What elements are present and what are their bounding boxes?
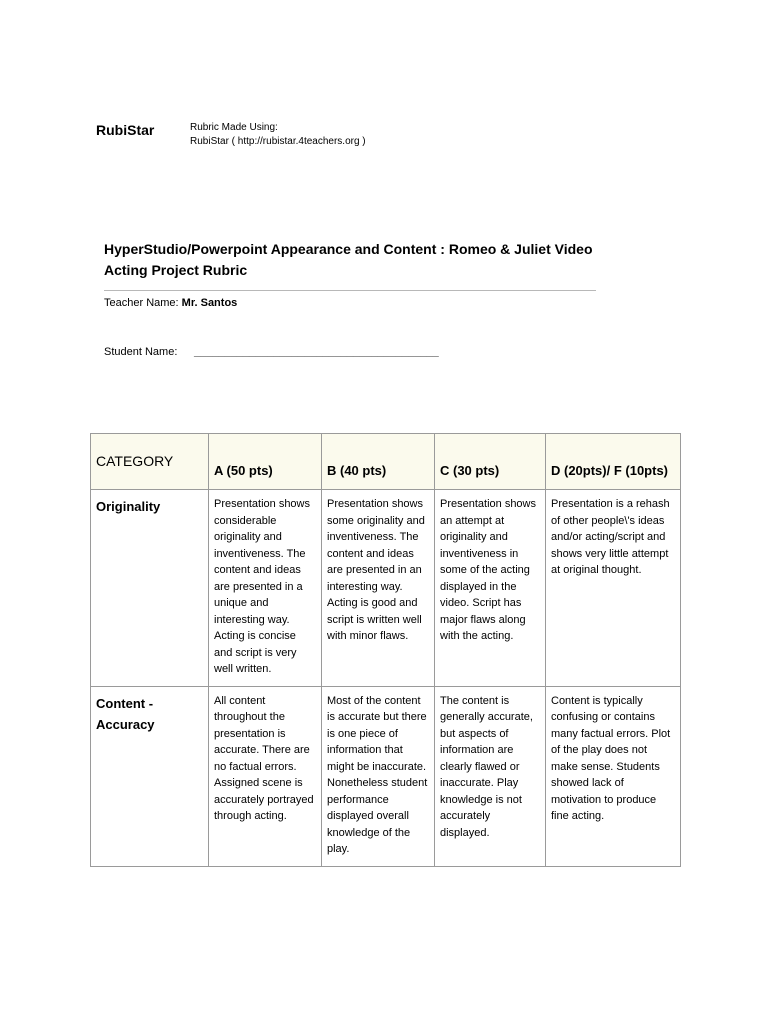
- column-header-c: C (30 pts): [435, 434, 546, 490]
- table-row: [91, 686, 681, 866]
- table-cell: Presentation is a rehash of other people\'s ideas and/or acting/script and shows very little attempt at original thought.: [546, 490, 681, 687]
- table-cell: The content is generally accurate, but aspects of information are clearly flawed or inaccurate. Play knowledge is not accurately displayed.: [435, 686, 546, 866]
- table-cell: Most of the content is accurate but there is one piece of information that might be inaccurate. Nonetheless student performance displayed overall knowledge of the play.: [322, 686, 435, 866]
- table-cell: All content throughout the presentation is accurate. There are no factual errors. Assigned scene is accurately portrayed through acting.: [209, 686, 322, 866]
- made-using-line-1: Rubric Made Using:: [190, 122, 278, 133]
- table-header-row: [91, 434, 681, 490]
- rubric-title: HyperStudio/Powerpoint Appearance and Content : Romeo & Juliet Video Acting Project Rubric: [104, 241, 593, 278]
- table-row: [91, 490, 681, 687]
- column-header-a: A (50 pts): [209, 434, 322, 490]
- column-header-category: CATEGORY: [91, 434, 209, 490]
- made-using-note: [190, 121, 366, 149]
- student-name-blank: ________________________________________: [194, 346, 439, 358]
- table-cell: Content is typically confusing or contains many factual errors. Plot of the play does not make sense. Students showed lack of motivation to produce fine acting.: [546, 686, 681, 866]
- table-cell: Presentation shows considerable originality and inventiveness. The content and ideas are presented in a unique and interesting way. Acting is concise and script is very well written.: [209, 490, 322, 687]
- table-cell: Presentation shows an attempt at originality and inventiveness in some of the acting displayed in the video. Script has major flaws along with the acting.: [435, 490, 546, 687]
- brand-name: RubiStar: [96, 122, 155, 138]
- row-category-originality: Originality: [91, 490, 209, 687]
- teacher-name-label: Teacher Name:: [104, 297, 179, 309]
- student-name-line: [104, 346, 439, 358]
- student-name-label: Student Name:: [104, 346, 178, 358]
- made-using-line-2: RubiStar ( http://rubistar.4teachers.org ): [190, 136, 366, 147]
- title-divider: [104, 290, 596, 291]
- column-header-d-f: D (20pts)/ F (10pts): [546, 434, 681, 490]
- teacher-name-value: Mr. Santos: [181, 297, 238, 309]
- row-category-content-accuracy: Content - Accuracy: [91, 686, 209, 866]
- teacher-name-line: [104, 297, 237, 309]
- rubric-table: [90, 433, 681, 867]
- table-cell: Presentation shows some originality and inventiveness. The content and ideas are presented in an interesting way. Acting is good and script is written well with minor flaws.: [322, 490, 435, 687]
- column-header-b: B (40 pts): [322, 434, 435, 490]
